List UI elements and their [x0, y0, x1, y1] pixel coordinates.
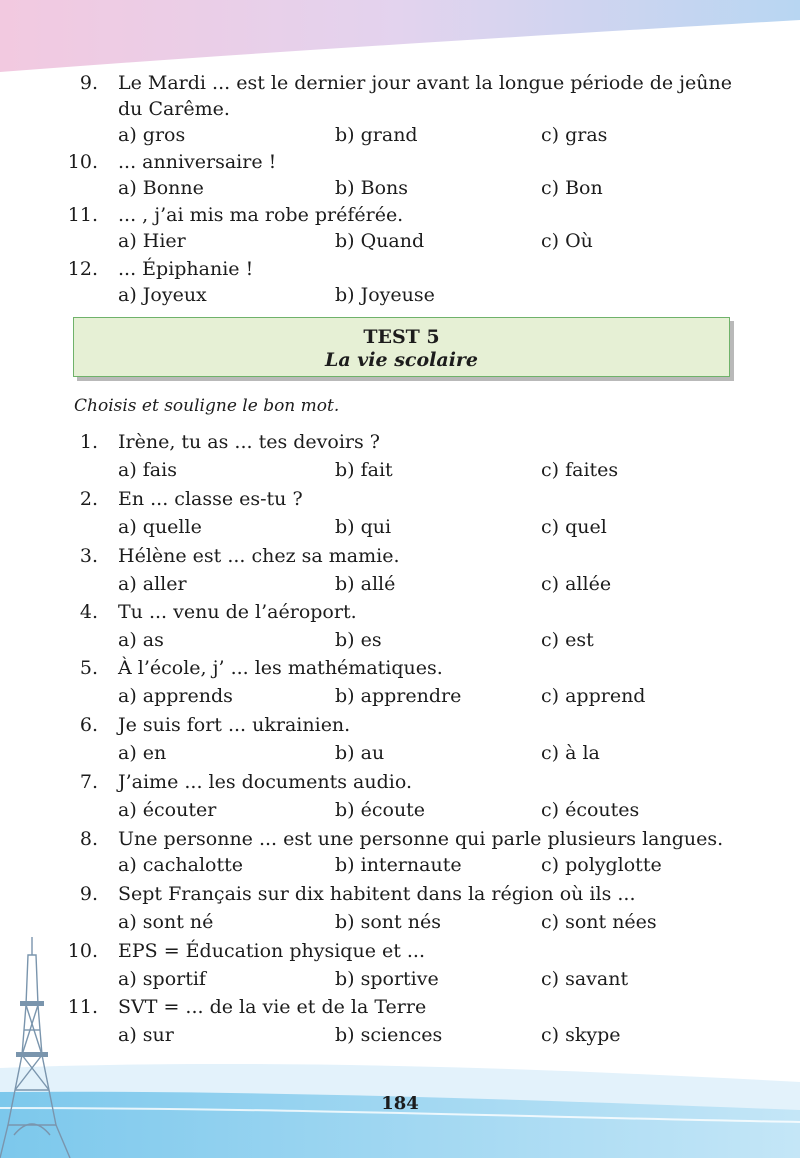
option-a[interactable]: a) écouter: [118, 799, 217, 821]
option-b[interactable]: b) au: [335, 742, 385, 764]
option-c[interactable]: c) allée: [541, 573, 612, 595]
question-text: Irène, tu as ... tes devoirs ?: [118, 431, 380, 453]
option-c[interactable]: c) apprend: [541, 685, 646, 707]
question-number: 3.: [79, 545, 98, 567]
option-b[interactable]: b) grand: [335, 124, 418, 146]
option-c[interactable]: c) skype: [541, 1024, 621, 1046]
option-a[interactable]: a) gros: [118, 124, 186, 146]
question-number: 2.: [79, 488, 98, 510]
question-number: 10.: [67, 151, 98, 173]
option-b[interactable]: b) allé: [335, 573, 396, 595]
option-a[interactable]: a) Hier: [118, 230, 186, 252]
option-b[interactable]: b) sont nés: [335, 911, 441, 933]
question-number: 8.: [79, 828, 98, 850]
option-b[interactable]: b) sciences: [335, 1024, 443, 1046]
option-b[interactable]: b) sportive: [335, 968, 439, 990]
option-c[interactable]: c) savant: [541, 968, 629, 990]
question-number: 12.: [67, 258, 98, 280]
question-number: 7.: [79, 771, 98, 793]
option-c[interactable]: c) polyglotte: [541, 854, 662, 876]
option-c[interactable]: c) à la: [541, 742, 600, 764]
option-a[interactable]: a) sur: [118, 1024, 174, 1046]
page-number: 184: [381, 1093, 419, 1114]
question-text: En ... classe es-tu ?: [118, 488, 303, 510]
option-b[interactable]: b) es: [335, 629, 382, 651]
option-a[interactable]: a) sportif: [118, 968, 206, 990]
option-a[interactable]: a) fais: [118, 459, 177, 481]
option-a[interactable]: a) cachalotte: [118, 854, 243, 876]
instruction-text: Choisis et souligne le bon mot.: [74, 396, 340, 416]
option-b[interactable]: b) fait: [335, 459, 393, 481]
question-text: Sept Français sur dix habitent dans la région où ils ...: [118, 883, 636, 905]
question-text: Hélène est ... chez sa mamie.: [118, 545, 400, 567]
question-text: Le Mardi ... est le dernier jour avant la longue période de jeûne: [118, 72, 733, 94]
option-a[interactable]: a) Joyeux: [118, 284, 207, 306]
option-b[interactable]: b) qui: [335, 516, 392, 538]
option-b[interactable]: b) Bons: [335, 177, 409, 199]
question-text-line2: du Carême.: [118, 98, 230, 120]
option-b[interactable]: b) internaute: [335, 854, 462, 876]
option-b[interactable]: b) apprendre: [335, 685, 462, 707]
option-a[interactable]: a) as: [118, 629, 164, 651]
question-number: 1.: [79, 431, 98, 453]
option-c[interactable]: c) sont nées: [541, 911, 657, 933]
option-b[interactable]: b) Quand: [335, 230, 425, 252]
question-text: EPS = Éducation physique et ...: [118, 940, 426, 962]
question-text: Tu ... venu de l’aéroport.: [118, 601, 357, 623]
question-text: ... , j’ai mis ma robe préférée.: [118, 204, 404, 226]
question-text: ... Épiphanie !: [118, 258, 254, 280]
option-c[interactable]: c) faites: [541, 459, 619, 481]
test-header-box: [73, 317, 730, 377]
option-a[interactable]: a) aller: [118, 573, 187, 595]
question-text: J’aime ... les documents audio.: [118, 771, 412, 793]
question-number: 11.: [67, 204, 98, 226]
option-a[interactable]: a) sont né: [118, 911, 214, 933]
test-title: TEST 5: [363, 326, 440, 348]
option-c[interactable]: c) Bon: [541, 177, 603, 199]
option-b[interactable]: b) écoute: [335, 799, 426, 821]
option-c[interactable]: c) est: [541, 629, 594, 651]
option-c[interactable]: c) gras: [541, 124, 608, 146]
question-text: Je suis fort ... ukrainien.: [118, 714, 351, 736]
question-number: 9.: [79, 883, 98, 905]
option-a[interactable]: a) apprends: [118, 685, 233, 707]
option-c[interactable]: c) écoutes: [541, 799, 640, 821]
question-number: 11.: [67, 996, 98, 1018]
eiffel-tower-icon: [0, 935, 72, 1158]
question-text: Une personne ... est une personne qui parle plusieurs langues.: [118, 828, 724, 850]
question-number: 4.: [79, 601, 98, 623]
test-subtitle: La vie scolaire: [324, 349, 479, 371]
question-number: 5.: [79, 657, 98, 679]
question-number: 9.: [79, 72, 98, 94]
top-decorative-band: [0, 0, 800, 80]
question-text: À l’école, j’ ... les mathématiques.: [118, 657, 443, 679]
option-a[interactable]: a) Bonne: [118, 177, 204, 199]
question-number: 6.: [79, 714, 98, 736]
question-text: ... anniversaire !: [118, 151, 277, 173]
question-text: SVT = ... de la vie et de la Terre: [118, 996, 427, 1018]
option-a[interactable]: a) quelle: [118, 516, 202, 538]
option-c[interactable]: c) Où: [541, 230, 593, 252]
option-c[interactable]: c) quel: [541, 516, 607, 538]
option-a[interactable]: a) en: [118, 742, 167, 764]
question-number: 10.: [67, 940, 98, 962]
option-b[interactable]: b) Joyeuse: [335, 284, 435, 306]
